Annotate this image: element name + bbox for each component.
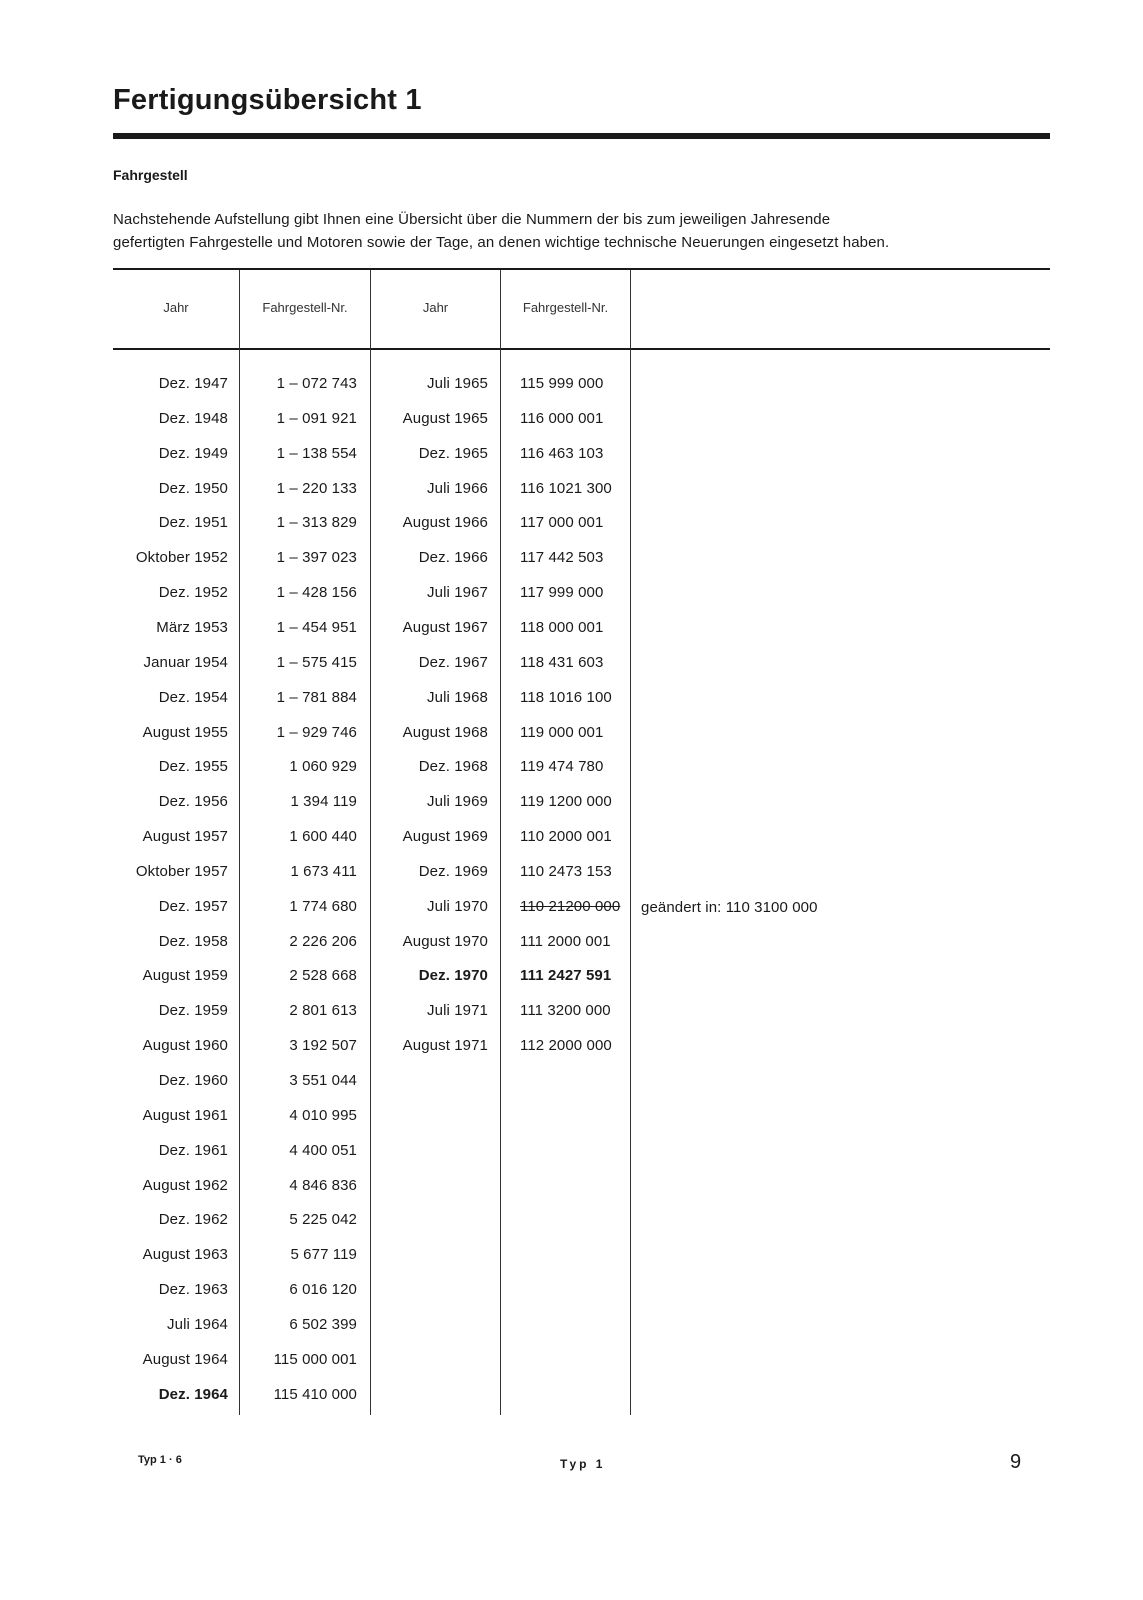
- header-jahr-left: Jahr: [163, 300, 189, 315]
- table-cell-year: Dez. 1949: [158, 444, 228, 462]
- table-cell-chassis-number: 117 999 000: [520, 584, 604, 602]
- table-cell-year: Dez. 1956: [158, 793, 228, 811]
- table-cell-year: August 1957: [142, 828, 228, 846]
- table-cell-year: Dez. 1967: [418, 653, 488, 671]
- column-divider: [239, 270, 240, 1415]
- table-cell-chassis-number: 111 2000 001: [520, 932, 611, 950]
- table-cell-chassis-number: 1 – 091 921: [276, 409, 357, 427]
- table-cell-chassis-number: 118 000 001: [520, 618, 604, 636]
- table-cell-chassis-number: 4 846 836: [289, 1176, 357, 1194]
- table-cell-year: Dez. 1966: [418, 549, 488, 567]
- table-cell-year: August 1967: [402, 618, 488, 636]
- table-cell-year: Oktober 1952: [135, 549, 228, 567]
- table-cell-year: Dez. 1965: [418, 444, 488, 462]
- intro-line-1: Nachstehende Aufstellung gibt Ihnen eine Übersicht über die Nummern der bis zum jeweiligen Jahresende: [113, 211, 831, 228]
- table-cell-chassis-number: 110 21200 000: [520, 897, 621, 915]
- table-cell-chassis-number: 1 – 072 743: [276, 375, 357, 392]
- footer-type: Typ 1: [560, 1457, 606, 1471]
- table-cell-chassis-number: 1 – 781 884: [276, 688, 357, 706]
- table-cell-year: Juli 1965: [427, 375, 488, 392]
- table-cell-chassis-number: 111 3200 000: [520, 1002, 611, 1020]
- table-cell-chassis-number: 3 192 507: [289, 1037, 357, 1055]
- table-cell-year: Dez. 1959: [158, 1002, 228, 1020]
- table-cell-chassis-number: 6 502 399: [289, 1315, 357, 1333]
- table-cell-chassis-number: 5 677 119: [290, 1246, 357, 1264]
- table-cell-chassis-number: 119 474 780: [520, 758, 604, 776]
- table-cell-chassis-number: 1 – 220 133: [276, 479, 357, 497]
- table-cell-year: Dez. 1952: [158, 584, 228, 602]
- table-cell-year: August 1962: [142, 1176, 228, 1194]
- table-cell-year: Dez. 1970: [418, 967, 488, 985]
- section-heading: Fahrgestell: [113, 167, 188, 183]
- table-cell-chassis-number: 115 410 000: [273, 1385, 357, 1403]
- table-cell-year: Juli 1967: [427, 584, 488, 602]
- table-cell-year: Dez. 1950: [158, 479, 228, 497]
- table-cell-chassis-number: 118 1016 100: [520, 688, 612, 706]
- table-cell-year: Dez. 1957: [158, 897, 228, 915]
- column-divider: [500, 270, 501, 1415]
- table-cell-chassis-number: 117 000 001: [520, 514, 604, 532]
- table-cell-year: Dez. 1954: [158, 688, 228, 706]
- column-divider: [370, 270, 371, 1415]
- table-cell-year: Dez. 1968: [418, 758, 488, 776]
- table-cell-chassis-number: 116 1021 300: [520, 479, 612, 497]
- table-cell-chassis-number: 1 – 397 023: [276, 549, 357, 567]
- table-cell-chassis-number: 110 2473 153: [520, 862, 612, 880]
- table-cell-year: Juli 1968: [427, 688, 488, 706]
- table-cell-year: Juli 1966: [427, 479, 488, 497]
- table-cell-year: August 1960: [142, 1037, 228, 1055]
- table-cell-chassis-number: 1 673 411: [290, 862, 357, 880]
- table-cell-chassis-number: 1 394 119: [290, 793, 357, 811]
- table-cell-year: Juli 1964: [167, 1315, 228, 1333]
- table-cell-chassis-number: 6 016 120: [289, 1281, 357, 1299]
- table-cell-chassis-number: 4 010 995: [289, 1106, 357, 1124]
- footer-type-code: Typ 1 · 6: [138, 1454, 182, 1466]
- table-cell-chassis-number: 111 2427 591: [520, 967, 612, 985]
- table-cell-chassis-number: 4 400 051: [289, 1141, 357, 1159]
- table-cell-year: August 1959: [142, 967, 228, 985]
- table-cell-chassis-number: 116 000 001: [520, 409, 604, 427]
- table-cell-year: Juli 1969: [427, 793, 488, 811]
- header-jahr-right: Jahr: [422, 300, 449, 315]
- table-cell-year: August 1965: [402, 409, 488, 427]
- column-divider: [630, 270, 631, 1415]
- table-cell-chassis-number: 1 – 428 156: [276, 584, 357, 602]
- header-fahrgestell-left: Fahrgestell-Nr.: [262, 300, 348, 315]
- table-cell-chassis-number: 3 551 044: [289, 1072, 357, 1089]
- table-cell-year: Dez. 1951: [158, 514, 228, 532]
- table-cell-year: Dez. 1961: [158, 1141, 228, 1159]
- table-cell-year: August 1971: [402, 1037, 488, 1055]
- table-cell-chassis-number: 1 – 138 554: [276, 444, 357, 462]
- table-cell-year: Januar 1954: [143, 653, 228, 671]
- table-cell-chassis-number: 1 600 440: [289, 828, 357, 846]
- table-cell-chassis-number: 2 528 668: [289, 967, 357, 985]
- table-cell-chassis-number: 110 2000 001: [520, 828, 612, 846]
- table-cell-year: Dez. 1960: [158, 1072, 228, 1089]
- table-cell-year: Juli 1971: [427, 1002, 488, 1020]
- table-cell-chassis-number: 2 801 613: [289, 1002, 357, 1020]
- table-cell-chassis-number: 1 – 929 746: [276, 723, 357, 741]
- table-cell-chassis-number: 117 442 503: [520, 549, 604, 567]
- table-cell-year: Dez. 1948: [158, 409, 228, 427]
- table-cell-year: Dez. 1958: [158, 932, 228, 950]
- table-cell-chassis-number: 112 2000 000: [520, 1037, 612, 1055]
- table-cell-chassis-number: 115 000 001: [273, 1350, 357, 1368]
- page-number: 9: [1010, 1451, 1022, 1473]
- table-cell-year: Dez. 1947: [158, 375, 228, 392]
- table-cell-year: Dez. 1964: [158, 1385, 228, 1403]
- page-title: Fertigungsübersicht 1: [113, 84, 422, 116]
- table-cell-chassis-number: 1 774 680: [289, 897, 357, 915]
- table-cell-year: August 1970: [402, 932, 488, 950]
- table-note: geändert in: 110 3100 000: [641, 898, 818, 916]
- table-cell-year: Oktober 1957: [135, 862, 228, 880]
- table-cell-chassis-number: 119 000 001: [520, 723, 604, 741]
- table-cell-chassis-number: 1 – 575 415: [276, 653, 357, 671]
- table-cell-year: Dez. 1963: [158, 1281, 228, 1299]
- table-cell-year: August 1968: [402, 723, 488, 741]
- header-fahrgestell-right: Fahrgestell-Nr.: [522, 300, 609, 315]
- table-cell-year: August 1961: [142, 1106, 228, 1124]
- table-header-rule: [113, 348, 1050, 350]
- table-cell-chassis-number: 118 431 603: [520, 653, 604, 671]
- table-cell-year: August 1969: [402, 828, 488, 846]
- table-top-rule: [113, 268, 1050, 270]
- table-cell-chassis-number: 1 – 313 829: [276, 514, 357, 532]
- table-cell-chassis-number: 5 225 042: [289, 1211, 357, 1229]
- table-cell-chassis-number: 119 1200 000: [520, 793, 612, 811]
- table-cell-year: August 1955: [142, 723, 228, 741]
- table-cell-year: August 1966: [402, 514, 488, 532]
- table-cell-year: Dez. 1962: [158, 1211, 228, 1229]
- table-cell-chassis-number: 1 060 929: [289, 758, 357, 776]
- table-cell-year: März 1953: [156, 618, 228, 636]
- intro-line-2: gefertigten Fahrgestelle und Motoren sowie der Tage, an denen wichtige technische Neuerungen eingesetzt haben.: [113, 234, 890, 251]
- table-cell-year: Dez. 1969: [418, 862, 488, 880]
- table-cell-chassis-number: 2 226 206: [289, 932, 357, 950]
- table-cell-year: Dez. 1955: [158, 758, 228, 776]
- table-cell-year: August 1964: [142, 1350, 228, 1368]
- table-cell-chassis-number: 115 999 000: [520, 375, 604, 392]
- table-cell-year: Juli 1970: [427, 897, 488, 915]
- table-cell-year: August 1963: [142, 1246, 228, 1264]
- table-cell-chassis-number: 116 463 103: [520, 444, 604, 462]
- table-cell-chassis-number: 1 – 454 951: [276, 618, 357, 636]
